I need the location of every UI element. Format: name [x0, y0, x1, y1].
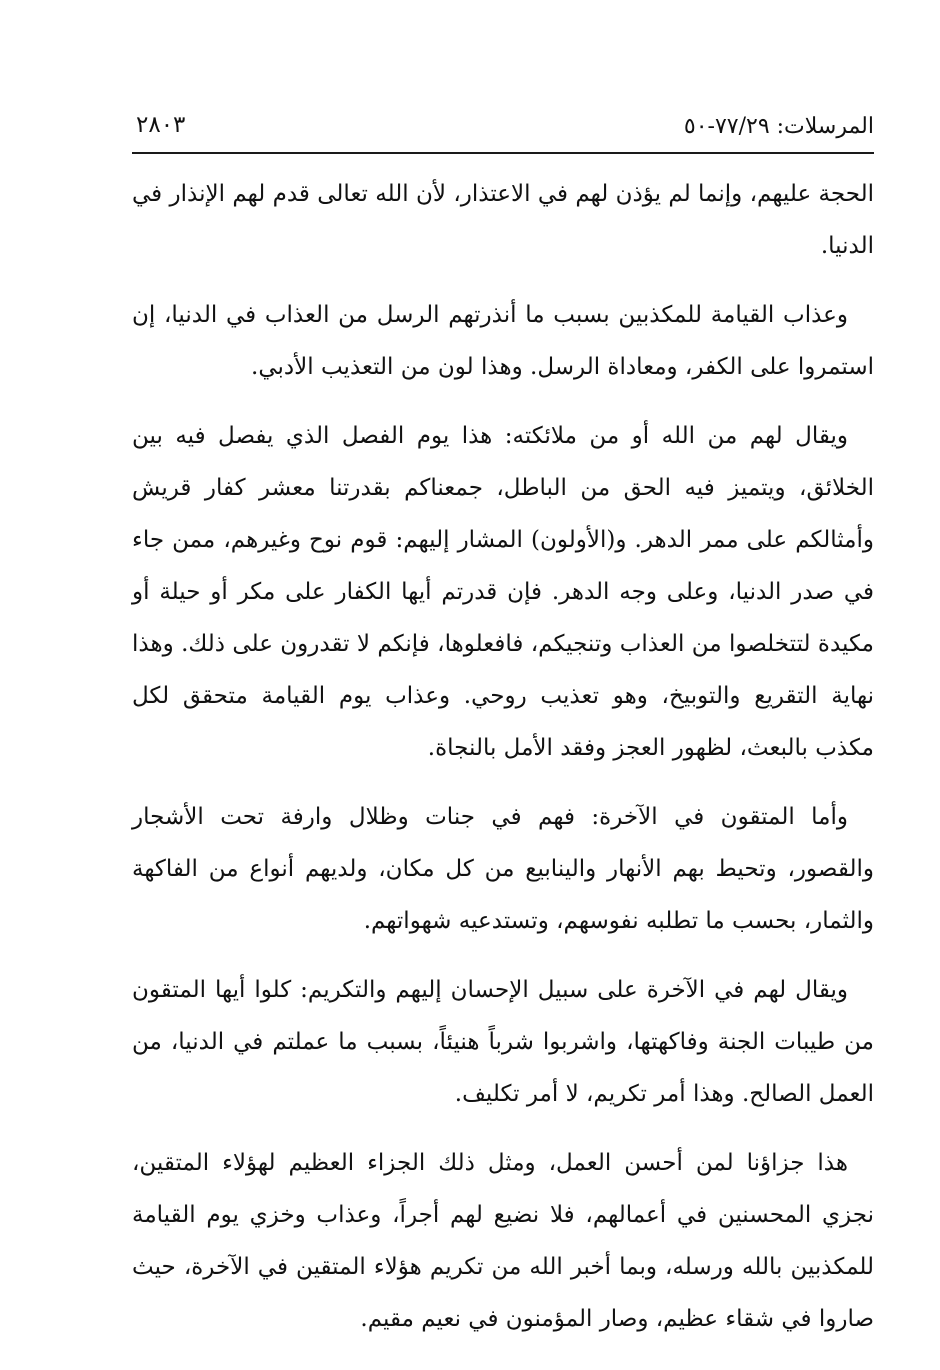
- paragraph-6: هذا جزاؤنا لمن أحسن العمل، ومثل ذلك الجزاء العظيم لهؤلاء المتقين، نجزي المحسنين في أعمالهم، فلا نضيع لهم أجراً، وعذاب وخزي يوم القيامة للمكذبين بالله ورسله، وبما أخبر الله من تكريم هؤلاء المتقين في الآخرة، حيث صاروا في شقاء عظيم، وصار المؤمنون في نعيم مقيم.: [132, 1150, 874, 1332]
- surah-reference: المرسلات: ٧٧/٢٩-٥٠: [683, 114, 874, 139]
- paragraph-1: الحجة عليهم، وإنما لم يؤذن لهم في الاعتذار، لأن الله تعالى قدم لهم الإنذار في الدنيا.: [132, 181, 874, 259]
- main-text: [132, 168, 874, 1362]
- paragraph-3: ويقال لهم من الله أو من ملائكته: هذا يوم الفصل الذي يفصل فيه بين الخلائق، ويتميز فيه الحق من الباطل، جمعناكم بقدرتنا معشر كفار قريش وأمثالكم على ممر الدهر. و(الأولون) المشار إليهم: قوم نوح وغيرهم، ممن جاء في صدر الدنيا، وعلى وجه الدهر. فإن قدرتم أيها الكفار على مكر أو حيلة أو مكيدة لتتخلصوا من العذاب وتنجيكم، فافعلوها، فإنكم لا تقدرون على ذلك. وهذا نهاية التقريع والتوبيخ، وهو تعذيب روحي. وعذاب يوم القيامة متحقق لكل مكذب بالبعث، لظهور العجز وفقد الأمل بالنجاة.: [132, 423, 874, 761]
- paragraph-4: وأما المتقون في الآخرة: فهم في جنات وظلال وارفة تحت الأشجار والقصور، وتحيط بهم الأنهار والينابيع من كل مكان، ولديهم أنواع من الفاكهة والثمار، بحسب ما تطلبه نفوسهم، وتستدعيه شهواتهم.: [132, 804, 874, 934]
- page-number: ٢٨٠٣: [136, 112, 186, 138]
- paragraph-2: وعذاب القيامة للمكذبين بسبب ما أنذرتهم الرسل من العذاب في الدنيا، إن استمروا على الكفر، ومعاداة الرسل. وهذا لون من التعذيب الأدبي.: [132, 302, 874, 380]
- page-header: [132, 104, 874, 154]
- paragraph-5: ويقال لهم في الآخرة على سبيل الإحسان إليهم والتكريم: كلوا أيها المتقون من طيبات الجنة وفاكهتها، واشربوا شرباً هنيئاً، بسبب ما عملتم في الدنيا، من العمل الصالح. وهذا أمر تكريم، لا أمر تكليف.: [132, 977, 874, 1107]
